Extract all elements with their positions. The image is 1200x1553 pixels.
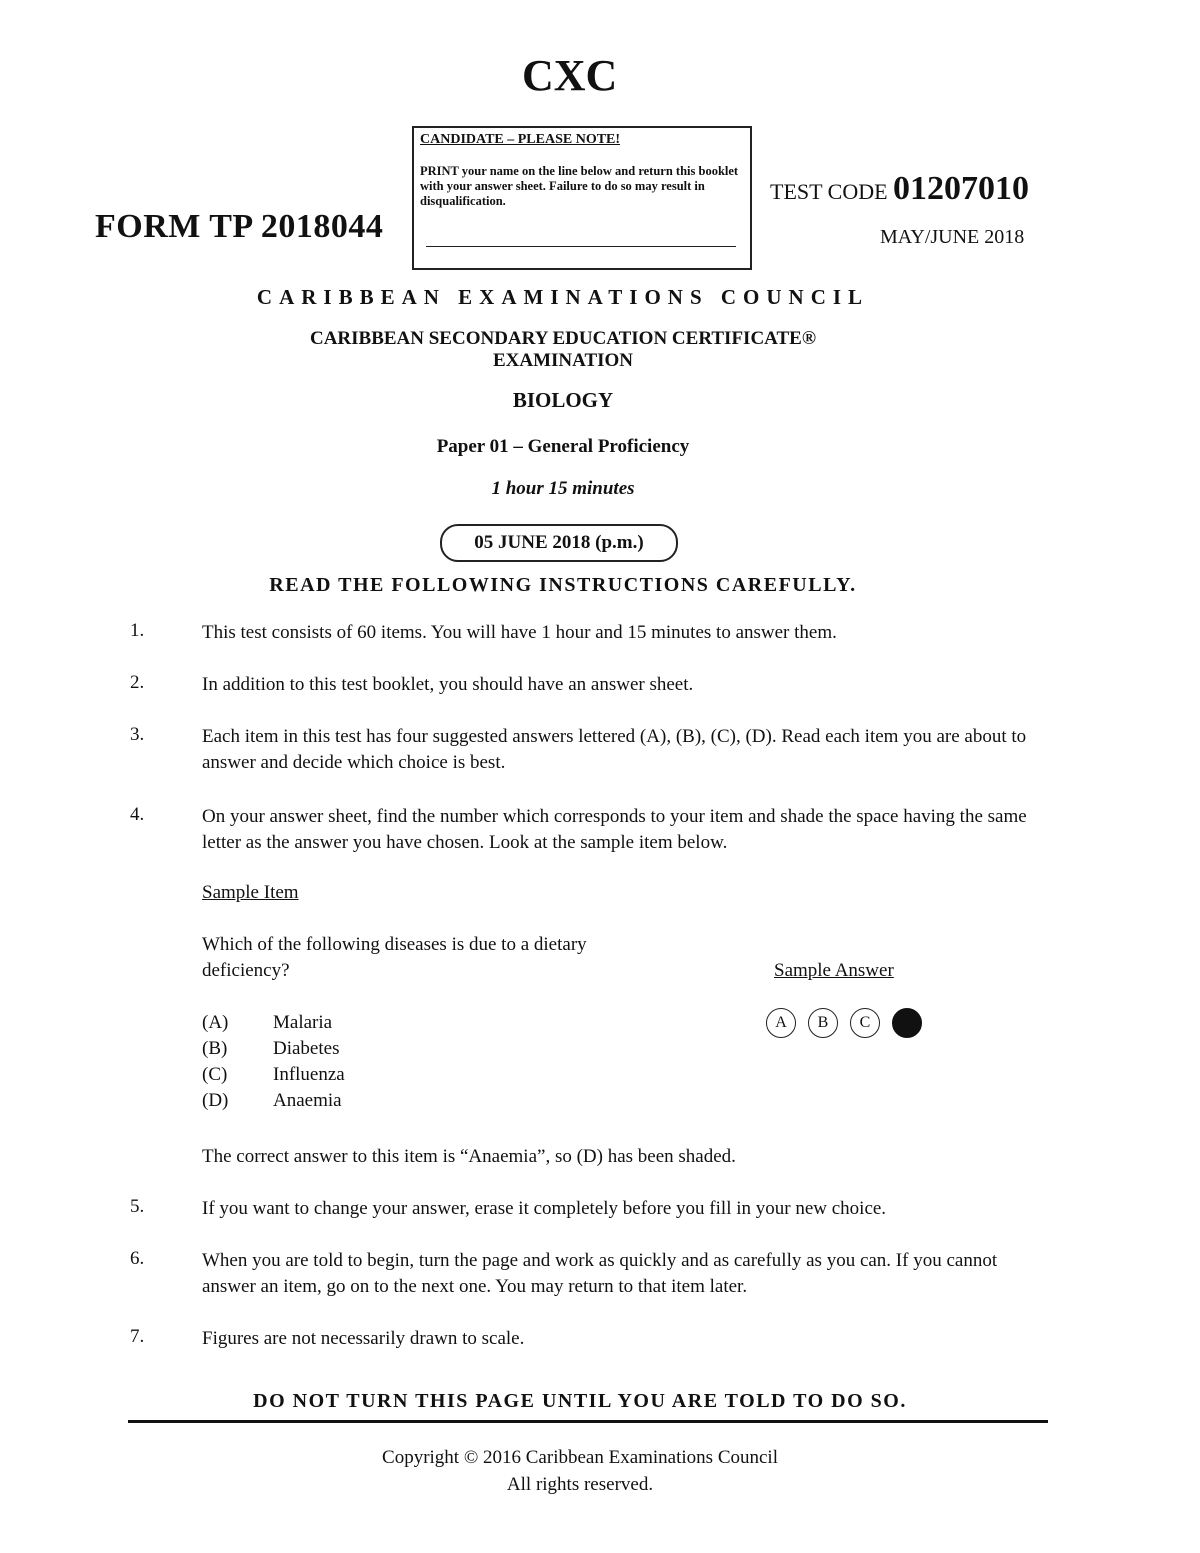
answer-bubble-d-shaded[interactable]	[892, 1008, 922, 1038]
sample-question: Which of the following diseases is due to a dietary deficiency?	[202, 934, 587, 981]
copyright	[0, 1444, 1160, 1498]
instruction-text: When you are told to begin, turn the page and work as quickly and as carefully as you can. If you cannot answer an item, go on to the next one. You may return to that item later.	[202, 1250, 998, 1297]
option-text: Influenza	[273, 1064, 345, 1085]
test-code-label: TEST CODE	[770, 179, 888, 204]
paper-title: Paper 01 – General Proficiency	[436, 436, 690, 457]
candidate-notice-box	[412, 126, 752, 270]
answer-bubble-b[interactable]: B	[808, 1008, 838, 1038]
option-text: Malaria	[273, 1012, 333, 1033]
option-letter: (A)	[202, 1012, 229, 1033]
instruction-text: On your answer sheet, find the number which corresponds to your item and shade the space having the same letter as the answer you have chosen. Look at the sample item below.	[202, 806, 1027, 853]
option-text: Diabetes	[273, 1038, 340, 1059]
notice-title: CANDIDATE – PLEASE NOTE!	[420, 132, 621, 147]
instruction-number: 3.	[130, 724, 145, 745]
option-letter: (C)	[202, 1064, 228, 1085]
instruction-text: In addition to this test booklet, you should have an answer sheet.	[202, 674, 694, 695]
subject-title: BIOLOGY	[512, 388, 614, 412]
instruction-text: Each item in this test has four suggested answers lettered (A), (B), (C), (D). Read each item you are about to answer and decide which choice is best.	[202, 726, 1027, 773]
cxc-logo	[520, 48, 620, 118]
candidate-name-line[interactable]	[426, 246, 736, 247]
sample-item-heading: Sample Item	[202, 882, 299, 903]
exam-name-line2: EXAMINATION	[492, 350, 634, 371]
copyright-line2: All rights reserved.	[506, 1474, 654, 1495]
instruction-text: Figures are not necessarily drawn to scale.	[202, 1328, 525, 1349]
instruction-number: 6.	[130, 1248, 145, 1269]
answer-bubble-a[interactable]: A	[766, 1008, 796, 1038]
notice-body: PRINT your name on the line below and return this booklet with your answer sheet. Failure to do so may result in disqualification.	[420, 164, 739, 208]
footer-divider	[128, 1420, 1048, 1423]
sample-answer-heading: Sample Answer	[774, 960, 894, 981]
sample-answer-bubbles	[766, 1008, 922, 1042]
sample-explanation: The correct answer to this item is “Anaemia”, so (D) has been shaded.	[202, 1146, 736, 1167]
answer-bubble-c[interactable]: C	[850, 1008, 880, 1038]
test-code-value: 01207010	[893, 170, 1030, 207]
do-not-turn-warning: DO NOT TURN THIS PAGE UNTIL YOU ARE TOLD TO DO SO.	[253, 1390, 907, 1412]
instruction-number: 7.	[130, 1326, 145, 1347]
exam-duration: 1 hour 15 minutes	[491, 478, 635, 499]
instruction-number: 2.	[130, 672, 145, 693]
copyright-line1: Copyright © 2016 Caribbean Examinations Council	[382, 1447, 778, 1468]
exam-name-line1: CARIBBEAN SECONDARY EDUCATION CERTIFICATE®	[309, 328, 817, 349]
council-name: CARIBBEAN EXAMINATIONS COUNCIL	[256, 285, 870, 309]
logo-letter-c1: CXC	[522, 51, 618, 100]
instruction-text: This test consists of 60 items. You will have 1 hour and 15 minutes to answer them.	[202, 622, 837, 643]
option-letter: (D)	[202, 1090, 229, 1111]
option-text: Anaemia	[273, 1090, 342, 1111]
exam-date: 05 JUNE 2018 (p.m.)	[440, 524, 678, 562]
exam-session: MAY/JUNE 2018	[880, 226, 1025, 248]
instruction-text: If you want to change your answer, erase it completely before you fill in your new choice.	[202, 1198, 887, 1219]
instruction-number: 5.	[130, 1196, 145, 1217]
instruction-number: 4.	[130, 804, 145, 825]
option-letter: (B)	[202, 1038, 228, 1059]
test-code	[770, 170, 1029, 208]
instruction-number: 1.	[130, 620, 145, 641]
exam-name	[0, 328, 1126, 372]
instructions-heading: READ THE FOLLOWING INSTRUCTIONS CAREFULLY.	[269, 574, 857, 596]
form-number: FORM TP 2018044	[95, 208, 384, 245]
